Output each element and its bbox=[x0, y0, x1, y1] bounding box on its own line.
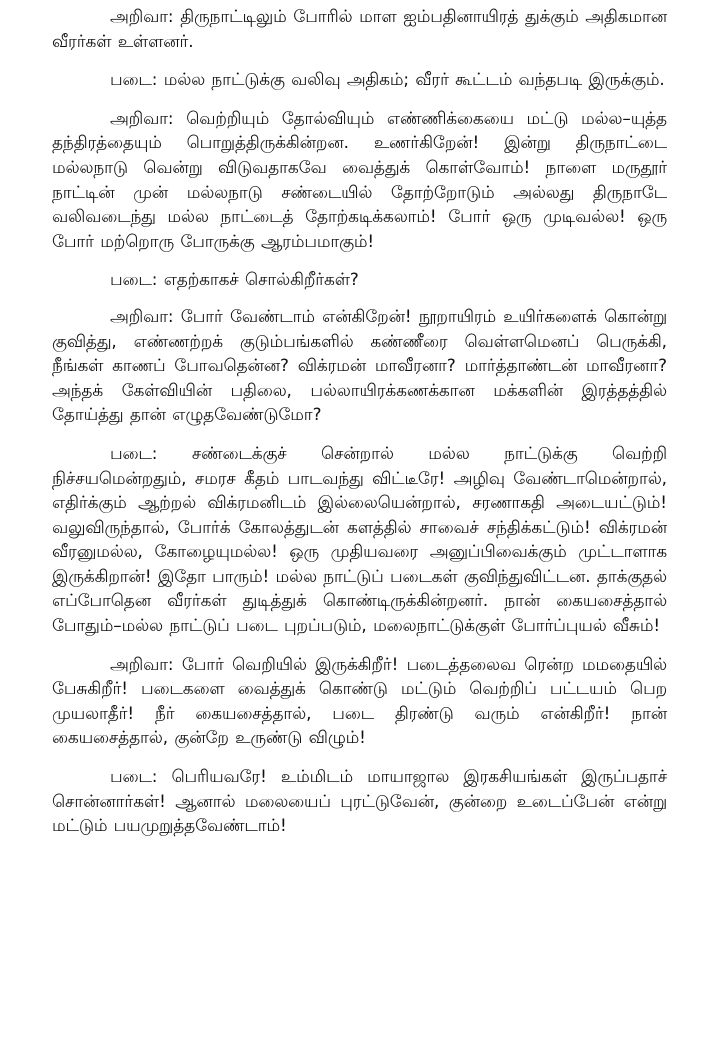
paragraph-arivaa-2: அறிவா: வெற்றியும் தோல்வியும் எண்ணிக்கையை மட்டு மல்ல–யுத்த தந்திரத்தையும் பொறுத்திருக்கின்றன. உணர்கிறேன்! இன்று திருநாட்டை மல்லநாடு வென்று விடுவதாகவே வைத்துக் கொள்வோம்! நாளை மருதூர் நாட்டின் முன் மல்லநாடு சண்டையில் தோற்றோடும் அல்லது திருநாடே வலிவடைந்து மல்ல நாட்டைத் தோற்கடிக்கலாம்! போர் ஒரு முடிவல்ல! ஒரு போர் மற்றொரு போருக்கு ஆரம்பமாகும்! bbox=[52, 107, 667, 251]
paragraph-arivaa-3: அறிவா: போர் வேண்டாம் என்கிறேன்! நூறாயிரம் உயிர்களைக் கொன்று குவித்து, எண்ணற்றக் குடும்பங்களில் கண்ணீரை வெள்ளமெனப் பெருக்கி, நீங்கள் காணப் போவதென்ன? விக்ரமன் மாவீரனா? மார்த்தாண்டன் மாவீரனா? அந்தக் கேள்வியின் பதிலை, பல்லாயிரக்கணக்கான மக்களின் இரத்தத்தில் தோய்த்து தான் எழுதவேண்டுமோ? bbox=[52, 305, 667, 425]
paragraph-padai-3: படை: சண்டைக்குச் சென்றால் மல்ல நாட்டுக்கு வெற்றி நிச்சயமென்றதும், சமரச கீதம் பாடவந்து விட்டீரே! அழிவு வேண்டாமென்றால், எதிர்க்கும் ஆற்றல் விக்ரமனிடம் இல்லையென்றால், சரணாகதி அடையட்டும்! வலுவிருந்தால், போர்க் கோலத்துடன் களத்தில் சாவைச் சந்திக்கட்டும்! விக்ரமன் வீரனுமல்ல, கோழையுமல்ல! ஒரு முதியவரை அனுப்பிவைக்கும் முட்டாளாக இருக்கிறான்! இதோ பாரும்! மல்ல நாட்டுப் படைகள் குவிந்துவிட்டன. தாக்குதல் எப்போதென வீரர்கள் துடித்துக் கொண்டிருக்கின்றனர். நான் கையசைத்தால் போதும்–மல்ல நாட்டுப் படை புறப்படும், மலைநாட்டுக்குள் போர்ப்புயல் வீசும்! bbox=[52, 442, 667, 636]
paragraph-arivaa-1: அறிவா: திருநாட்டிலும் போரில் மாள ஐம்பதினாயிரத் துக்கும் அதிகமான வீரர்கள் உள்ளனர். bbox=[52, 6, 667, 51]
paragraph-padai-2: படை: எதற்காகச் சொல்கிறீர்கள்? bbox=[110, 269, 359, 290]
paragraph-arivaa-4: அறிவா: போர் வெறியில் இருக்கிறீர்! படைத்தலைவ ரென்ற மமதையில் பேசுகிறீர்! படைகளை வைத்துக் கொண்டு மட்டும் வெற்றிப் பட்டயம் பெற முயலாதீர்! நீர் கையசைத்தால், படை திரண்டு வரும் என்கிறீர்! நான் கையசைத்தால், குன்றே உருண்டு விழும்! bbox=[52, 653, 667, 748]
document-page bbox=[52, 4, 667, 852]
paragraph-padai-4: படை: பெரியவரே! உம்மிடம் மாயாஜால இரகசியங்கள் இருப்பதாச் சொன்னார்கள்! ஆனால் மலையைப் புரட்டுவேன், குன்றை உடைப்பேன் என்று மட்டும் பயமுறுத்தவேண்டாம்! bbox=[52, 766, 667, 836]
paragraph-padai-1: படை: மல்ல நாட்டுக்கு வலிவு அதிகம்; வீரர் கூட்டம் வந்தபடி இருக்கும். bbox=[110, 69, 665, 90]
